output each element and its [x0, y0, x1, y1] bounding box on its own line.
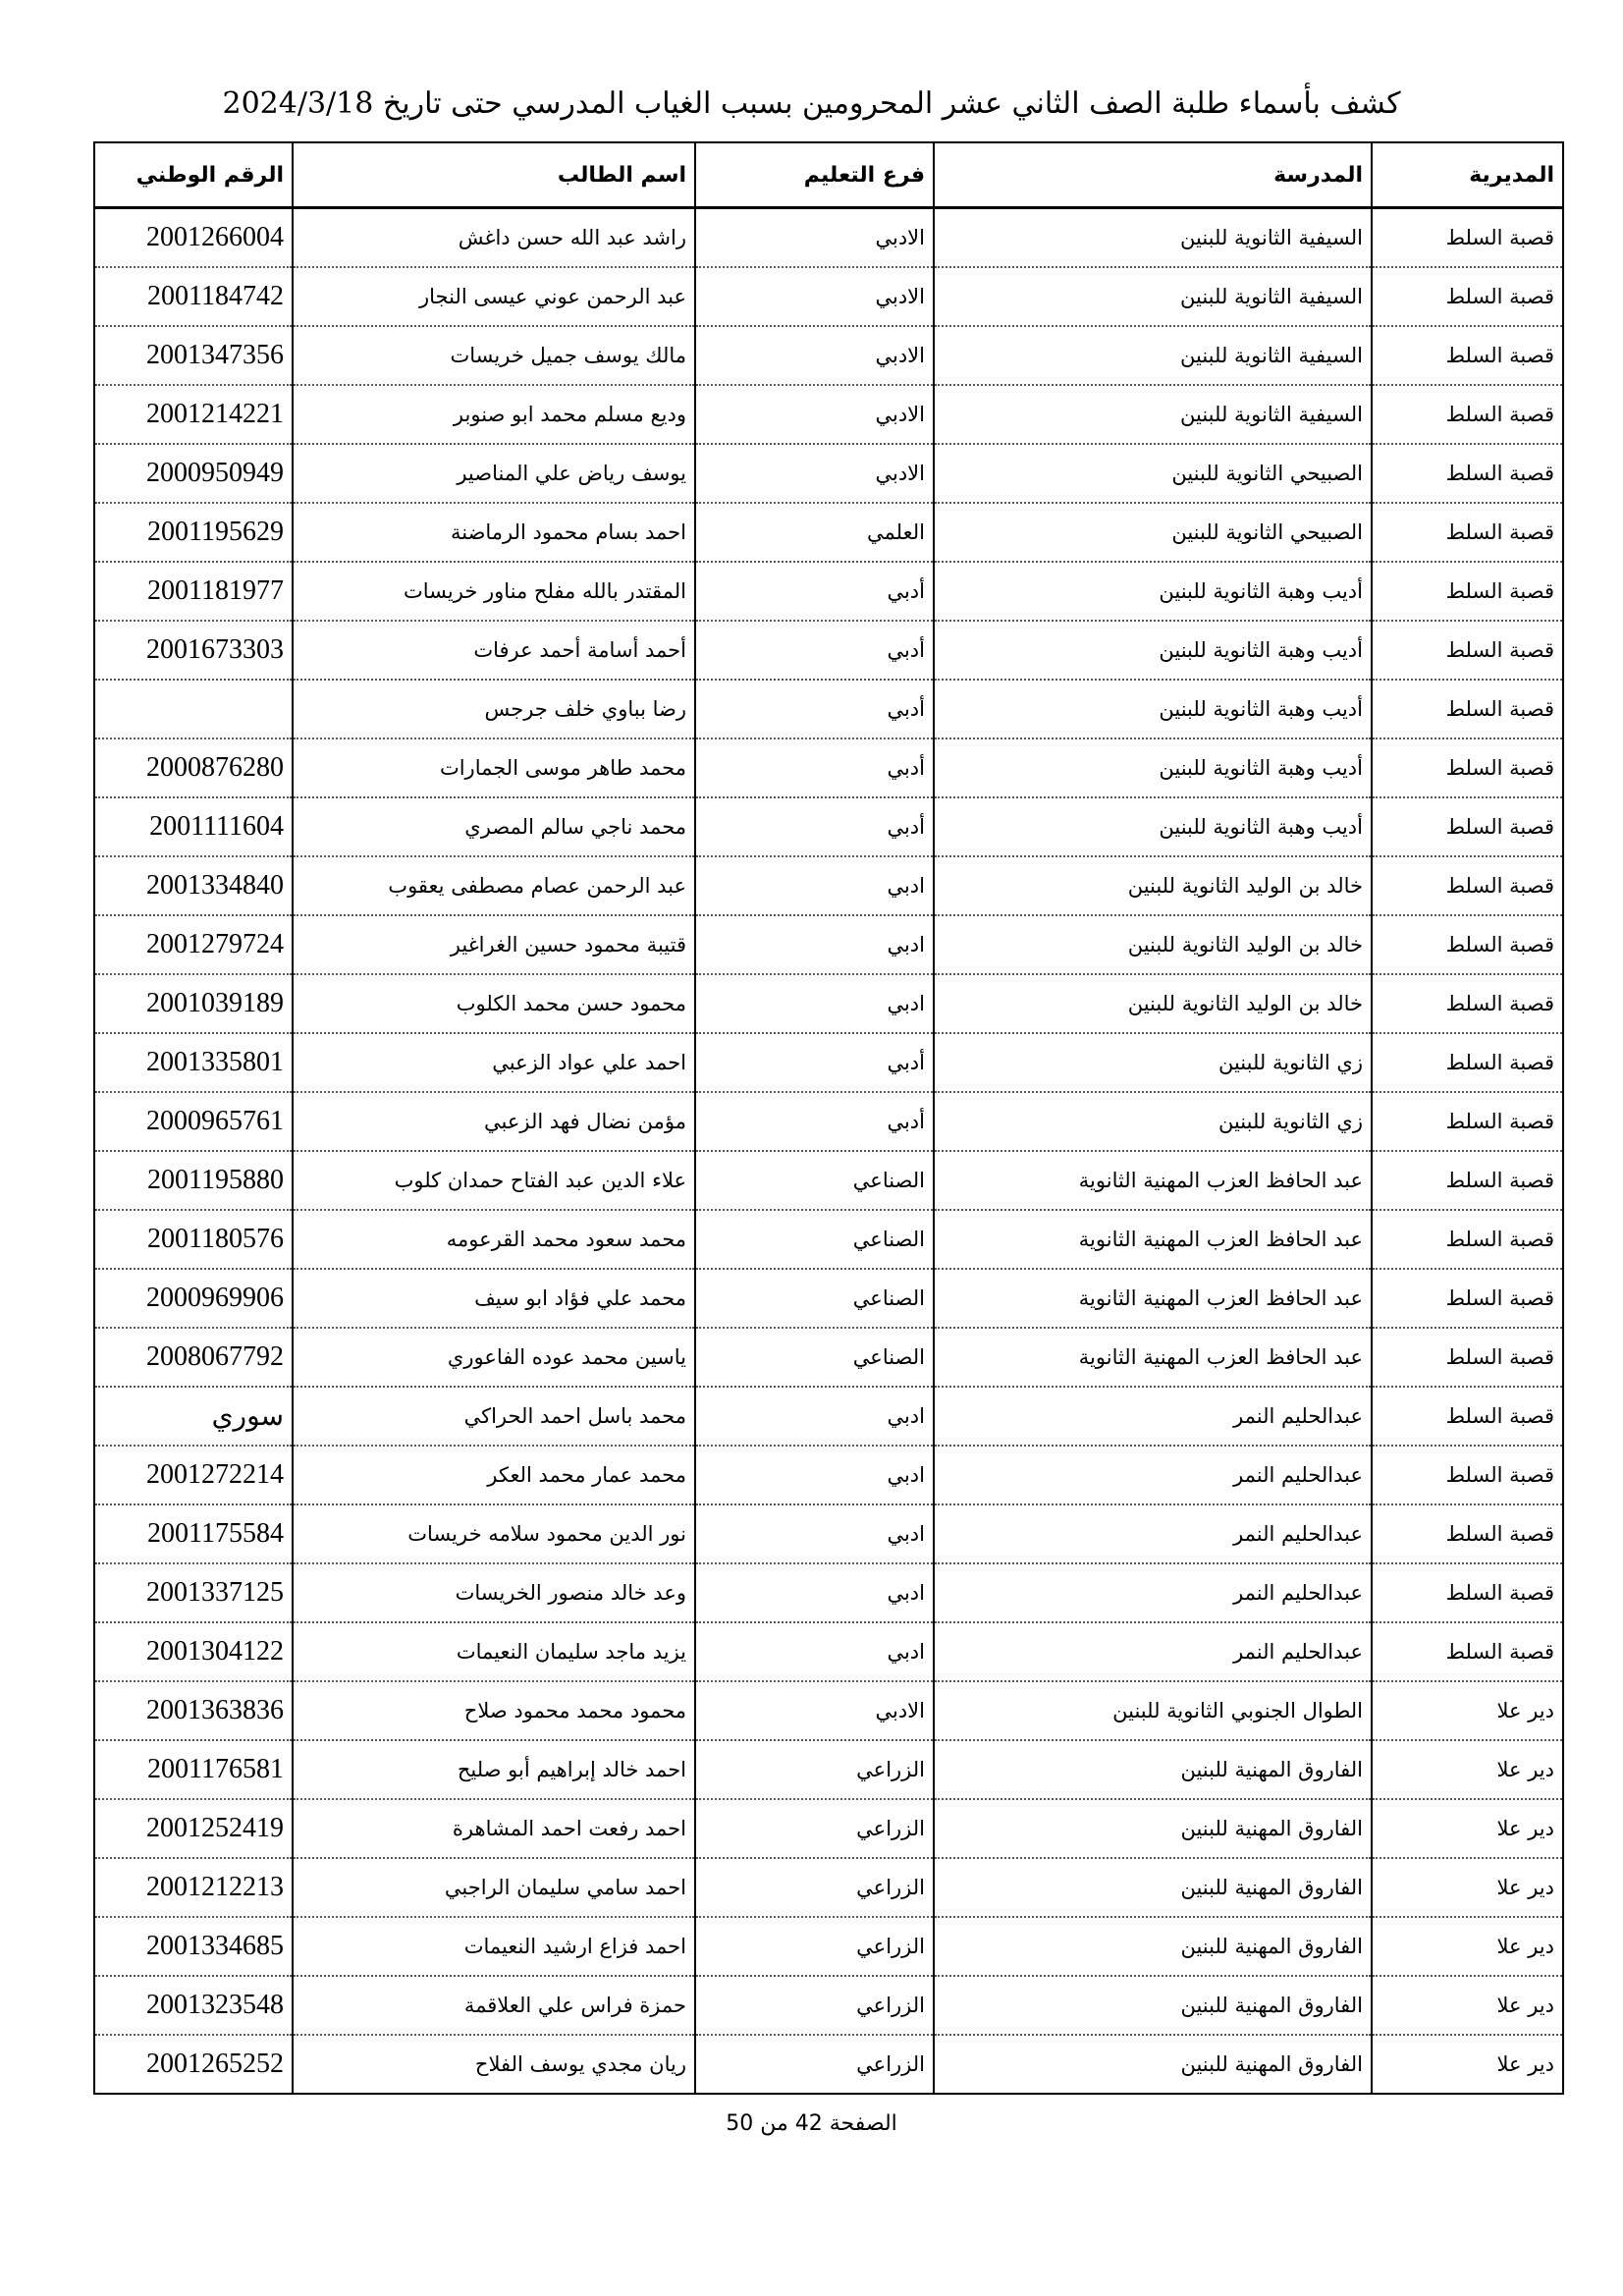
cell-student-name: احمد بسام محمود الرماضنة: [293, 503, 695, 562]
cell-student-name: رضا بباوي خلف جرجس: [293, 680, 695, 738]
cell-directorate: قصبة السلط: [1372, 503, 1563, 562]
cell-directorate: قصبة السلط: [1372, 974, 1563, 1033]
cell-student-name: محمد علي فؤاد ابو سيف: [293, 1269, 695, 1328]
cell-school: الصبيحي الثانوية للبنين: [934, 503, 1372, 562]
cell-national-id: 2001363836: [94, 1681, 293, 1740]
cell-branch: الادبي: [695, 208, 934, 268]
cell-branch: الصناعي: [695, 1269, 934, 1328]
cell-student-name: علاء الدين عبد الفتاح حمدان كلوب: [293, 1151, 695, 1210]
cell-directorate: دير علا: [1372, 1858, 1563, 1917]
table-row: [94, 503, 1563, 562]
cell-branch: ادبي: [695, 1504, 934, 1563]
cell-branch: ادبي: [695, 856, 934, 915]
cell-national-id: 2001184742: [94, 267, 293, 326]
cell-directorate: قصبة السلط: [1372, 208, 1563, 268]
cell-student-name: محمد عمار محمد العكر: [293, 1446, 695, 1504]
cell-school: الفاروق المهنية للبنين: [934, 1799, 1372, 1858]
cell-directorate: قصبة السلط: [1372, 797, 1563, 856]
cell-school: السيفية الثانوية للبنين: [934, 385, 1372, 444]
cell-branch: ادبي: [695, 974, 934, 1033]
cell-national-id: سوري: [94, 1387, 293, 1446]
cell-branch: الزراعي: [695, 1976, 934, 2035]
cell-school: الفاروق المهنية للبنين: [934, 1858, 1372, 1917]
cell-national-id: 2001272214: [94, 1446, 293, 1504]
cell-student-name: محمد سعود محمد القرعومه: [293, 1210, 695, 1269]
cell-student-name: احمد فزاع ارشيد النعيمات: [293, 1917, 695, 1976]
cell-national-id: 2001195629: [94, 503, 293, 562]
cell-student-name: عبد الرحمن عوني عيسى النجار: [293, 267, 695, 326]
table-row: [94, 1151, 1563, 1210]
table-row: [94, 562, 1563, 621]
cell-directorate: قصبة السلط: [1372, 385, 1563, 444]
cell-national-id: 2001304122: [94, 1622, 293, 1681]
table-row: [94, 974, 1563, 1033]
table-body: [94, 208, 1563, 2095]
cell-school: زي الثانوية للبنين: [934, 1033, 1372, 1092]
cell-national-id: 2000950949: [94, 444, 293, 503]
cell-student-name: قتيبة محمود حسين الغراغير: [293, 915, 695, 974]
cell-directorate: قصبة السلط: [1372, 1446, 1563, 1504]
cell-student-name: مالك يوسف جميل خريسات: [293, 326, 695, 385]
cell-directorate: دير علا: [1372, 1976, 1563, 2035]
cell-school: أديب وهبة الثانوية للبنين: [934, 797, 1372, 856]
table-row: [94, 797, 1563, 856]
cell-branch: أدبي: [695, 738, 934, 797]
cell-student-name: محمد ناجي سالم المصري: [293, 797, 695, 856]
header-school: المدرسة: [934, 142, 1372, 208]
cell-student-name: احمد علي عواد الزعبي: [293, 1033, 695, 1092]
cell-school: الفاروق المهنية للبنين: [934, 1740, 1372, 1799]
cell-student-name: محمود حسن محمد الكلوب: [293, 974, 695, 1033]
cell-student-name: وعد خالد منصور الخريسات: [293, 1563, 695, 1622]
cell-directorate: دير علا: [1372, 2035, 1563, 2094]
cell-directorate: قصبة السلط: [1372, 1210, 1563, 1269]
cell-directorate: دير علا: [1372, 1681, 1563, 1740]
cell-national-id: 2008067792: [94, 1328, 293, 1387]
cell-national-id: 2001347356: [94, 326, 293, 385]
cell-student-name: احمد رفعت احمد المشاهرة: [293, 1799, 695, 1858]
cell-national-id: 2001323548: [94, 1976, 293, 2035]
table-header-row: [94, 142, 1563, 208]
table-row: [94, 208, 1563, 268]
cell-branch: الادبي: [695, 267, 934, 326]
cell-school: الفاروق المهنية للبنين: [934, 1976, 1372, 2035]
table-row: [94, 856, 1563, 915]
cell-student-name: وديع مسلم محمد ابو صنوبر: [293, 385, 695, 444]
cell-school: عبدالحليم النمر: [934, 1387, 1372, 1446]
header-student-name: اسم الطالب: [293, 142, 695, 208]
cell-directorate: قصبة السلط: [1372, 1092, 1563, 1151]
table-row: [94, 1504, 1563, 1563]
cell-directorate: قصبة السلط: [1372, 326, 1563, 385]
table-row: [94, 1799, 1563, 1858]
cell-branch: الادبي: [695, 385, 934, 444]
cell-school: أديب وهبة الثانوية للبنين: [934, 738, 1372, 797]
cell-school: خالد بن الوليد الثانوية للبنين: [934, 915, 1372, 974]
table-row: [94, 738, 1563, 797]
table-row: [94, 621, 1563, 680]
cell-branch: الزراعي: [695, 1740, 934, 1799]
page-footer: الصفحة 42 من 50: [726, 2111, 897, 2136]
cell-national-id: 2001673303: [94, 621, 293, 680]
cell-school: عبد الحافظ العزب المهنية الثانوية: [934, 1151, 1372, 1210]
cell-branch: أدبي: [695, 621, 934, 680]
table-row: [94, 1210, 1563, 1269]
cell-directorate: قصبة السلط: [1372, 444, 1563, 503]
table-row: [94, 1858, 1563, 1917]
cell-directorate: دير علا: [1372, 1799, 1563, 1858]
cell-branch: ادبي: [695, 1387, 934, 1446]
cell-directorate: قصبة السلط: [1372, 915, 1563, 974]
cell-school: السيفية الثانوية للبنين: [934, 267, 1372, 326]
table-row: [94, 2035, 1563, 2094]
cell-student-name: مؤمن نضال فهد الزعبي: [293, 1092, 695, 1151]
table-row: [94, 1033, 1563, 1092]
cell-school: الصبيحي الثانوية للبنين: [934, 444, 1372, 503]
cell-branch: الصناعي: [695, 1328, 934, 1387]
cell-branch: الادبي: [695, 326, 934, 385]
cell-national-id: 2001334840: [94, 856, 293, 915]
cell-student-name: أحمد أسامة أحمد عرفات: [293, 621, 695, 680]
cell-school: زي الثانوية للبنين: [934, 1092, 1372, 1151]
cell-student-name: عبد الرحمن عصام مصطفى يعقوب: [293, 856, 695, 915]
cell-branch: الزراعي: [695, 1917, 934, 1976]
cell-directorate: قصبة السلط: [1372, 1387, 1563, 1446]
table-row: [94, 326, 1563, 385]
cell-branch: ادبي: [695, 1563, 934, 1622]
cell-student-name: محمود محمد محمود صلاح: [293, 1681, 695, 1740]
table-row: [94, 444, 1563, 503]
cell-student-name: يوسف رياض علي المناصير: [293, 444, 695, 503]
cell-national-id: 2001265252: [94, 2035, 293, 2094]
cell-student-name: حمزة فراس علي العلاقمة: [293, 1976, 695, 2035]
cell-school: خالد بن الوليد الثانوية للبنين: [934, 974, 1372, 1033]
cell-student-name: المقتدر بالله مفلح مناور خريسات: [293, 562, 695, 621]
cell-national-id: 2001111604: [94, 797, 293, 856]
cell-branch: الصناعي: [695, 1210, 934, 1269]
cell-branch: الصناعي: [695, 1151, 934, 1210]
cell-national-id: 2001334685: [94, 1917, 293, 1976]
page-title: كشف بأسماء طلبة الصف الثاني عشر المحرومين بسبب الغياب المدرسي حتى تاريخ 2024/3/18: [222, 86, 1401, 121]
cell-national-id: 2001279724: [94, 915, 293, 974]
cell-school: عبدالحليم النمر: [934, 1563, 1372, 1622]
cell-directorate: قصبة السلط: [1372, 1269, 1563, 1328]
cell-directorate: قصبة السلط: [1372, 680, 1563, 738]
cell-directorate: قصبة السلط: [1372, 1504, 1563, 1563]
table-row: [94, 267, 1563, 326]
cell-school: الفاروق المهنية للبنين: [934, 1917, 1372, 1976]
cell-school: عبد الحافظ العزب المهنية الثانوية: [934, 1328, 1372, 1387]
table-row: [94, 1446, 1563, 1504]
cell-student-name: محمد طاهر موسى الجمارات: [293, 738, 695, 797]
cell-national-id: 2001214221: [94, 385, 293, 444]
cell-school: عبدالحليم النمر: [934, 1504, 1372, 1563]
cell-directorate: قصبة السلط: [1372, 1328, 1563, 1387]
cell-school: الطوال الجنوبي الثانوية للبنين: [934, 1681, 1372, 1740]
cell-branch: ادبي: [695, 1446, 934, 1504]
cell-school: أديب وهبة الثانوية للبنين: [934, 621, 1372, 680]
cell-branch: ادبي: [695, 915, 934, 974]
cell-national-id: 2001195880: [94, 1151, 293, 1210]
cell-national-id: 2001212213: [94, 1858, 293, 1917]
table-row: [94, 1976, 1563, 2035]
cell-directorate: قصبة السلط: [1372, 267, 1563, 326]
cell-national-id: 2001039189: [94, 974, 293, 1033]
table-row: [94, 680, 1563, 738]
cell-school: السيفية الثانوية للبنين: [934, 208, 1372, 268]
cell-school: أديب وهبة الثانوية للبنين: [934, 680, 1372, 738]
students-table: [93, 141, 1564, 2095]
cell-national-id: 2001335801: [94, 1033, 293, 1092]
table-row: [94, 1563, 1563, 1622]
cell-branch: أدبي: [695, 680, 934, 738]
cell-national-id: 2001337125: [94, 1563, 293, 1622]
header-directorate: المديرية: [1372, 142, 1563, 208]
cell-school: خالد بن الوليد الثانوية للبنين: [934, 856, 1372, 915]
cell-national-id: 2000876280: [94, 738, 293, 797]
cell-student-name: محمد باسل احمد الحراكي: [293, 1387, 695, 1446]
table-row: [94, 915, 1563, 974]
cell-branch: أدبي: [695, 562, 934, 621]
cell-directorate: قصبة السلط: [1372, 562, 1563, 621]
cell-branch: أدبي: [695, 1033, 934, 1092]
cell-branch: أدبي: [695, 1092, 934, 1151]
cell-school: الفاروق المهنية للبنين: [934, 2035, 1372, 2094]
cell-branch: الادبي: [695, 444, 934, 503]
cell-national-id: 2001181977: [94, 562, 293, 621]
cell-student-name: يزيد ماجد سليمان النعيمات: [293, 1622, 695, 1681]
cell-directorate: قصبة السلط: [1372, 1563, 1563, 1622]
cell-branch: الزراعي: [695, 1858, 934, 1917]
cell-branch: الزراعي: [695, 1799, 934, 1858]
cell-directorate: قصبة السلط: [1372, 738, 1563, 797]
cell-branch: ادبي: [695, 1622, 934, 1681]
cell-national-id: 2000969906: [94, 1269, 293, 1328]
header-national-id: الرقم الوطني: [94, 142, 293, 208]
cell-student-name: احمد سامي سليمان الراجبي: [293, 1858, 695, 1917]
cell-national-id: 2001176581: [94, 1740, 293, 1799]
cell-directorate: قصبة السلط: [1372, 856, 1563, 915]
cell-national-id: [94, 680, 293, 738]
cell-student-name: ريان مجدي يوسف الفلاح: [293, 2035, 695, 2094]
table-row: [94, 1328, 1563, 1387]
cell-branch: الزراعي: [695, 2035, 934, 2094]
cell-student-name: ياسين محمد عوده الفاعوري: [293, 1328, 695, 1387]
cell-school: السيفية الثانوية للبنين: [934, 326, 1372, 385]
cell-student-name: احمد خالد إبراهيم أبو صليح: [293, 1740, 695, 1799]
header-branch: فرع التعليم: [695, 142, 934, 208]
table-row: [94, 1681, 1563, 1740]
cell-school: عبدالحليم النمر: [934, 1446, 1372, 1504]
cell-directorate: قصبة السلط: [1372, 1033, 1563, 1092]
table-row: [94, 1092, 1563, 1151]
cell-national-id: 2001175584: [94, 1504, 293, 1563]
cell-directorate: قصبة السلط: [1372, 621, 1563, 680]
cell-student-name: نور الدين محمود سلامه خريسات: [293, 1504, 695, 1563]
table-row: [94, 1740, 1563, 1799]
table-row: [94, 1917, 1563, 1976]
cell-branch: الادبي: [695, 1681, 934, 1740]
table-row: [94, 1622, 1563, 1681]
cell-national-id: 2000965761: [94, 1092, 293, 1151]
cell-school: عبد الحافظ العزب المهنية الثانوية: [934, 1269, 1372, 1328]
cell-school: عبدالحليم النمر: [934, 1622, 1372, 1681]
table-row: [94, 385, 1563, 444]
cell-school: أديب وهبة الثانوية للبنين: [934, 562, 1372, 621]
cell-branch: العلمي: [695, 503, 934, 562]
cell-directorate: قصبة السلط: [1372, 1622, 1563, 1681]
cell-student-name: راشد عبد الله حسن داغش: [293, 208, 695, 268]
cell-directorate: دير علا: [1372, 1917, 1563, 1976]
cell-school: عبد الحافظ العزب المهنية الثانوية: [934, 1210, 1372, 1269]
cell-national-id: 2001252419: [94, 1799, 293, 1858]
cell-branch: أدبي: [695, 797, 934, 856]
cell-national-id: 2001266004: [94, 208, 293, 268]
table-row: [94, 1387, 1563, 1446]
cell-directorate: قصبة السلط: [1372, 1151, 1563, 1210]
table-row: [94, 1269, 1563, 1328]
cell-national-id: 2001180576: [94, 1210, 293, 1269]
cell-directorate: دير علا: [1372, 1740, 1563, 1799]
